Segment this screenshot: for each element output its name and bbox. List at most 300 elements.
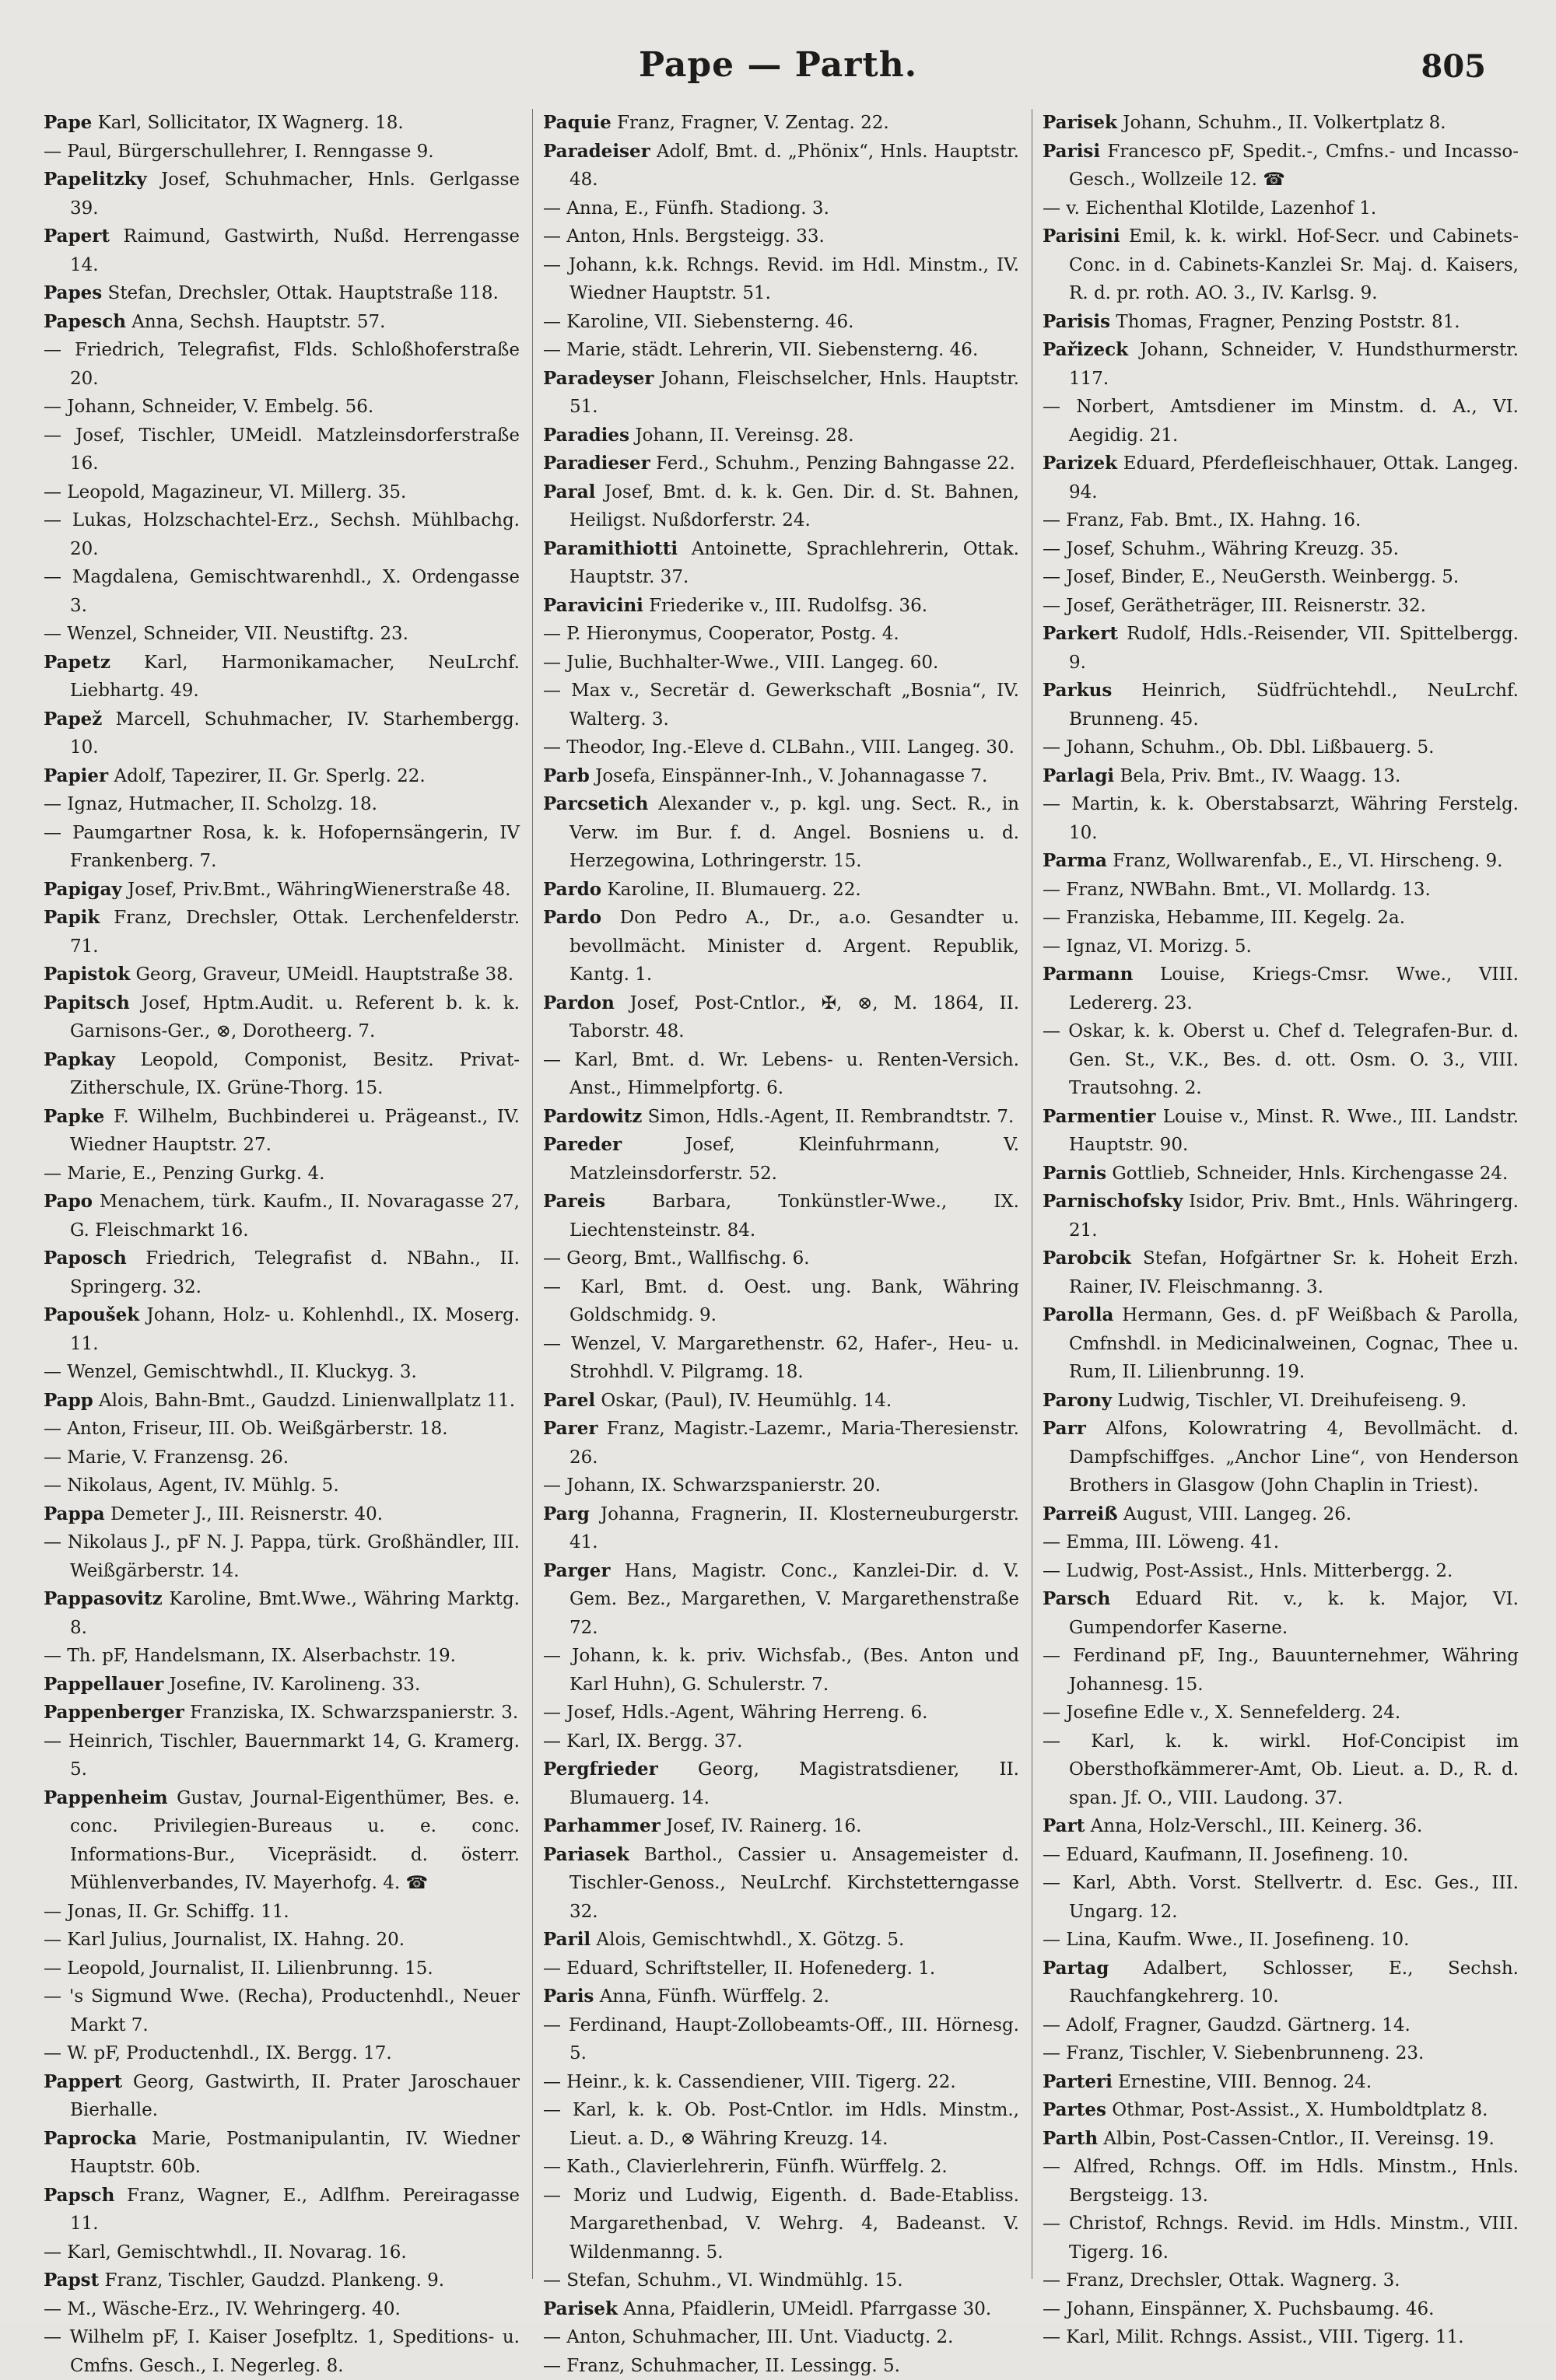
entry-surname: Papkay bbox=[44, 1049, 115, 1070]
directory-entry bbox=[543, 2323, 1019, 2352]
entry-surname: Paradeiser bbox=[543, 141, 650, 162]
directory-entry bbox=[1043, 450, 1519, 506]
directory-entry bbox=[44, 1898, 520, 1927]
entry-surname: Paradies bbox=[543, 425, 629, 446]
entry-surname: Papigay bbox=[44, 879, 122, 900]
entry-details: — Eduard, Schriftsteller, II. Hofenederg. 1. bbox=[543, 1958, 935, 1979]
entry-details: — Kath., Clavierlehrerin, Fünfh. Würffelg. 2. bbox=[543, 2157, 948, 2177]
entry-details: — Paul, Bürgerschullehrer, I. Renngasse 9. bbox=[44, 142, 434, 162]
entry-details: Friederike v., III. Rudolfsg. 36. bbox=[643, 596, 927, 616]
entry-surname: Papert bbox=[44, 226, 110, 247]
entry-details: Ernestine, VIII. Bennog. 24. bbox=[1113, 2072, 1372, 2092]
directory-entry bbox=[1043, 847, 1519, 876]
entry-details: — Wenzel, V. Margarethenstr. 62, Hafer-, Heu- u. Strohhdl. V. Pilgramg. 18. bbox=[543, 1334, 1019, 1383]
directory-entry bbox=[1043, 109, 1519, 138]
entry-details: — Karl Julius, Journalist, IX. Hahng. 20. bbox=[44, 1930, 405, 1950]
entry-details: Alfons, Kolowratring 4, Bevollmächt. d. Dampfschiffges. „Anchor Line“, von Henderson Brothers in Glasgow (John Chaplin in Triest). bbox=[1069, 1419, 1519, 1496]
entry-details: Isidor, Priv. Bmt., Hnls. Währingerg. 21. bbox=[1069, 1192, 1519, 1241]
directory-entry bbox=[543, 620, 1019, 649]
directory-entry bbox=[44, 1727, 520, 1784]
directory-entry bbox=[543, 1415, 1019, 1472]
directory-entry bbox=[1043, 308, 1519, 337]
entry-surname: Papesch bbox=[44, 311, 126, 332]
page-header bbox=[0, 45, 1556, 100]
entry-details: Louise, Kriegs-Cmsr. Wwe., VIII. Ledererg. 23. bbox=[1069, 964, 1519, 1013]
directory-entry bbox=[1043, 563, 1519, 592]
entry-surname: Parizek bbox=[1043, 453, 1117, 474]
directory-entry bbox=[543, 876, 1019, 905]
entry-details: Bela, Priv. Bmt., IV. Waagg. 13. bbox=[1114, 766, 1400, 786]
entry-details: Stefan, Drechsler, Ottak. Hauptstraße 118. bbox=[102, 283, 499, 303]
directory-entry bbox=[543, 222, 1019, 251]
entry-details: — Anton, Hnls. Bergsteigg. 33. bbox=[543, 226, 825, 247]
entry-surname: Parlagi bbox=[1043, 765, 1114, 786]
directory-entry bbox=[44, 1500, 520, 1529]
entry-details: Karoline, II. Blumauerg. 22. bbox=[601, 880, 861, 900]
entry-details: Johann, Schuhm., II. Volkertplatz 8. bbox=[1117, 113, 1446, 133]
entry-surname: Pappellauer bbox=[44, 1674, 163, 1695]
entry-details: Josef, Post-Cntlor., ✠, ⊗, M. 1864, II. Taborstr. 48. bbox=[569, 993, 1019, 1042]
directory-entry bbox=[543, 2011, 1019, 2068]
directory-entry bbox=[44, 506, 520, 563]
directory-entry bbox=[44, 308, 520, 337]
directory-entry bbox=[44, 109, 520, 138]
directory-entry bbox=[543, 677, 1019, 733]
entry-details: Eduard, Pferdefleischhauer, Ottak. Langeg. 94. bbox=[1069, 453, 1519, 502]
directory-entry bbox=[543, 1131, 1019, 1188]
entry-details: Heinrich, Südfrüchtehdl., NeuLrchf. Brunneng. 45. bbox=[1069, 681, 1519, 730]
directory-entry bbox=[44, 1585, 520, 1642]
entry-details: — Marie, E., Penzing Gurkg. 4. bbox=[44, 1164, 324, 1184]
entry-details: F. Wilhelm, Buchbinderei u. Prägeanst., IV. Wiedner Hauptstr. 27. bbox=[70, 1107, 520, 1156]
directory-entry bbox=[1043, 138, 1519, 194]
entry-details: — Jonas, II. Gr. Schiffg. 11. bbox=[44, 1902, 289, 1922]
directory-entry bbox=[1043, 677, 1519, 733]
entry-details: Emil, k. k. wirkl. Hof-Secr. und Cabinets-Conc. in d. Cabinets-Kanzlei Sr. Maj. d. Kaisers, R. d. pr. roth. AO. 3., IV. Karlsg. 9. bbox=[1069, 226, 1519, 303]
entry-surname: Parisek bbox=[543, 2298, 618, 2319]
directory-entry bbox=[44, 222, 520, 279]
directory-entry bbox=[543, 2182, 1019, 2267]
entry-surname: Papp bbox=[44, 1390, 93, 1411]
directory-entry bbox=[543, 336, 1019, 365]
entry-surname: Papier bbox=[44, 765, 108, 786]
entry-surname: Paposch bbox=[44, 1248, 127, 1269]
directory-entry bbox=[543, 904, 1019, 989]
directory-entry bbox=[44, 649, 520, 705]
page-number: 805 bbox=[1421, 48, 1487, 85]
entry-surname: Parolla bbox=[1043, 1304, 1113, 1325]
directory-entry bbox=[1043, 904, 1519, 933]
directory-entry bbox=[543, 1699, 1019, 1727]
entry-details: — Franziska, Hebamme, III. Kegelg. 2a. bbox=[1043, 908, 1405, 928]
directory-entry bbox=[543, 1642, 1019, 1699]
entry-details: Stefan, Hofgärtner Sr. k. Hoheit Erzh. Rainer, IV. Fleischmanng. 3. bbox=[1069, 1248, 1519, 1297]
directory-entry bbox=[1043, 592, 1519, 621]
entry-details: Anna, Fünfh. Würffelg. 2. bbox=[594, 1986, 829, 2007]
directory-entry bbox=[543, 2068, 1019, 2097]
directory-entry bbox=[543, 1841, 1019, 1927]
entry-details: — Emma, III. Löweng. 41. bbox=[1043, 1532, 1279, 1552]
directory-entry bbox=[543, 2295, 1019, 2324]
directory-entry bbox=[1043, 1955, 1519, 2011]
entry-details: — Max v., Secretär d. Gewerkschaft „Bosnia“, IV. Walterg. 3. bbox=[543, 681, 1019, 730]
directory-entry bbox=[44, 166, 520, 222]
entry-surname: Parisini bbox=[1043, 226, 1120, 247]
entry-details: Hermann, Ges. d. pF Weißbach & Parolla, Cmfnshdl. in Medicinalweinen, Cognac, Thee u. Rum, II. Lilienbrunng. 19. bbox=[1069, 1305, 1519, 1382]
entry-details: — Josef, Hdls.-Agent, Währing Herreng. 6. bbox=[543, 1703, 928, 1723]
entry-surname: Paris bbox=[543, 1986, 594, 2007]
entry-details: Georg, Magistratsdiener, II. Blumauerg. 14. bbox=[569, 1759, 1019, 1808]
entry-details: Franziska, IX. Schwarzspanierstr. 3. bbox=[184, 1703, 518, 1723]
directory-entry bbox=[1043, 1727, 1519, 1813]
entry-surname: Pappasovitz bbox=[44, 1588, 163, 1609]
entry-surname: Parcsetich bbox=[543, 793, 648, 814]
directory-entry bbox=[543, 1557, 1019, 1643]
directory-entry bbox=[44, 1955, 520, 1983]
entry-details: Marcell, Schuhmacher, IV. Starhembergg. 10. bbox=[70, 709, 520, 758]
entry-details: — Karl, Bmt. d. Wr. Lebens- u. Renten-Versich. Anst., Himmelpfortg. 6. bbox=[543, 1050, 1019, 1099]
directory-entry bbox=[1043, 1415, 1519, 1500]
directory-entry bbox=[543, 649, 1019, 677]
entry-details: — Ferdinand pF, Ing., Bauunternehmer, Währing Johannesg. 15. bbox=[1043, 1646, 1519, 1695]
directory-entry bbox=[44, 904, 520, 961]
directory-entry bbox=[1043, 1244, 1519, 1301]
directory-entry bbox=[1043, 1103, 1519, 1160]
entry-details: — Oskar, k. k. Oberst u. Chef d. Telegrafen-Bur. d. Gen. St., V.K., Bes. d. ott. Osm. O. 3., VIII. Trautsohng. 2. bbox=[1043, 1021, 1519, 1098]
entry-details: Franz, Tischler, Gaudzd. Plankeng. 9. bbox=[99, 2270, 444, 2291]
column-left bbox=[44, 109, 520, 2287]
directory-entry bbox=[1043, 2210, 1519, 2266]
directory-entry bbox=[543, 2266, 1019, 2295]
entry-details: — Lukas, Holzschachtel-Erz., Sechsh. Mühlbachg. 20. bbox=[44, 510, 520, 559]
entry-surname: Parobcik bbox=[1043, 1248, 1131, 1269]
entry-details: Alois, Gemischtwhdl., X. Götzg. 5. bbox=[591, 1930, 904, 1950]
directory-entry bbox=[1043, 2266, 1519, 2295]
directory-entry bbox=[44, 138, 520, 166]
entry-surname: Part bbox=[1043, 1815, 1085, 1836]
entry-details: — Johann, Einspänner, X. Puchsbaumg. 46. bbox=[1043, 2299, 1434, 2319]
entry-surname: Parger bbox=[543, 1560, 611, 1581]
entry-surname: Parhammer bbox=[543, 1815, 661, 1836]
entry-details: — Karl, Abth. Vorst. Stellvertr. d. Esc. Ges., III. Ungarg. 12. bbox=[1043, 1873, 1519, 1922]
column-divider bbox=[532, 109, 533, 2279]
entry-details: — Johann, k.k. Rchngs. Revid. im Hdl. Minstm., IV. Wiedner Hauptstr. 51. bbox=[543, 255, 1019, 304]
entry-details: Raimund, Gastwirth, Nußd. Herrengasse 14. bbox=[70, 226, 520, 275]
entry-details: Gustav, Journal-Eigenthümer, Bes. e. conc. Privilegien-Bureaus u. e. conc. Informations-Bur., Vicepräsidt. d. österr. Mühlenverbandes, IV. Mayerhofg. 4. ☎ bbox=[70, 1788, 520, 1894]
entry-details: — Theodor, Ing.-Eleve d. CLBahn., VIII. Langeg. 30. bbox=[543, 737, 1015, 758]
entry-details: Don Pedro A., Dr., a.o. Gesandter u. bevollmächt. Minister d. Argent. Republik, Kantg. 1. bbox=[569, 908, 1019, 985]
directory-entry bbox=[44, 819, 520, 876]
directory-entry bbox=[1043, 2125, 1519, 2154]
directory-entry bbox=[1043, 733, 1519, 762]
directory-entry bbox=[1043, 961, 1519, 1017]
directory-entry bbox=[543, 1188, 1019, 1244]
entry-surname: Partag bbox=[1043, 1958, 1109, 1979]
column-middle bbox=[543, 109, 1019, 2287]
entry-details: — Ignaz, Hutmacher, II. Scholzg. 18. bbox=[44, 794, 377, 814]
directory-entry bbox=[1043, 1841, 1519, 1870]
directory-entry bbox=[1043, 1017, 1519, 1103]
entry-details: Karoline, Bmt.Wwe., Währing Marktg. 8. bbox=[70, 1589, 520, 1638]
directory-entry bbox=[1043, 1528, 1519, 1557]
directory-entry bbox=[44, 563, 520, 620]
entry-details: — Franz, Tischler, V. Siebenbrunneng. 23. bbox=[1043, 2043, 1424, 2063]
entry-details: Franz, Drechsler, Ottak. Lerchenfelderstr. 71. bbox=[70, 908, 520, 957]
directory-entry bbox=[44, 1358, 520, 1387]
entry-surname: Parnis bbox=[1043, 1163, 1106, 1184]
directory-entry bbox=[543, 109, 1019, 138]
directory-entry bbox=[44, 393, 520, 422]
directory-entry bbox=[44, 279, 520, 308]
directory-entry bbox=[1043, 1301, 1519, 1387]
directory-entry bbox=[1043, 1387, 1519, 1416]
entry-surname: Parnischofsky bbox=[1043, 1191, 1183, 1212]
directory-entry bbox=[44, 1699, 520, 1727]
entry-details: — Ferdinand, Haupt-Zollobeamts-Off., III. Hörnesg. 5. bbox=[543, 2015, 1019, 2064]
entry-details: Johann, Holz- u. Kohlenhdl., IX. Moserg. 11. bbox=[70, 1305, 520, 1354]
entry-details: Franz, Magistr.-Lazemr., Maria-Theresienstr. 26. bbox=[569, 1419, 1019, 1468]
entry-surname: Papitsch bbox=[44, 992, 130, 1013]
directory-entry bbox=[543, 422, 1019, 450]
directory-entry bbox=[44, 1387, 520, 1416]
entry-details: — Johann, Schuhm., Ob. Dbl. Lißbauerg. 5. bbox=[1043, 737, 1434, 758]
entry-details: Johann, II. Vereinsg. 28. bbox=[629, 425, 854, 446]
directory-entry bbox=[44, 2125, 520, 2182]
entry-details: Simon, Hdls.-Agent, II. Rembrandtstr. 7. bbox=[642, 1107, 1014, 1127]
directory-entry bbox=[543, 535, 1019, 592]
entry-details: Oskar, (Paul), IV. Heumühlg. 14. bbox=[595, 1391, 892, 1411]
directory-entry bbox=[1043, 2153, 1519, 2210]
entry-columns bbox=[44, 109, 1506, 2287]
entry-details: Adolf, Tapezirer, II. Gr. Sperlg. 22. bbox=[108, 766, 426, 786]
entry-details: Ferd., Schuhm., Penzing Bahngasse 22. bbox=[650, 453, 1015, 474]
entry-details: — Karl, Milit. Rchngs. Assist., VIII. Tigerg. 11. bbox=[1043, 2327, 1464, 2347]
directory-entry bbox=[1043, 1642, 1519, 1699]
entry-surname: Parreiß bbox=[1043, 1503, 1118, 1524]
directory-entry bbox=[1043, 1699, 1519, 1727]
entry-details: — Heinrich, Tischler, Bauernmarkt 14, G. Kramerg. 5. bbox=[44, 1731, 520, 1780]
entry-details: — W. pF, Productenhdl., IX. Bergg. 17. bbox=[44, 2043, 392, 2063]
entry-surname: Parg bbox=[543, 1503, 590, 1524]
entry-details: — Paumgartner Rosa, k. k. Hofopernsängerin, IV Frankenberg. 7. bbox=[44, 823, 520, 872]
entry-surname: Paral bbox=[543, 481, 595, 502]
directory-entry bbox=[44, 1642, 520, 1671]
directory-entry bbox=[44, 1444, 520, 1472]
entry-surname: Pařizeck bbox=[1043, 339, 1128, 360]
directory-entry bbox=[44, 705, 520, 762]
entry-surname: Pardo bbox=[543, 907, 601, 928]
entry-surname: Parkert bbox=[1043, 623, 1118, 644]
entry-details: — Ludwig, Post-Assist., Hnls. Mitterbergg. 2. bbox=[1043, 1561, 1453, 1581]
entry-details: — v. Eichenthal Klotilde, Lazenhof 1. bbox=[1043, 198, 1376, 219]
entry-details: Franz, Wagner, E., Adlfhm. Pereiragasse 11. bbox=[70, 2186, 520, 2235]
directory-entry bbox=[543, 1983, 1019, 2011]
entry-details: — Th. pF, Handelsmann, IX. Alserbachstr. 19. bbox=[44, 1646, 456, 1666]
entry-details: — Karl, k. k. Ob. Post-Cntlor. im Hdls. Minstm., Lieut. a. D., ⊗ Währing Kreuzg. 14. bbox=[543, 2100, 1019, 2149]
entry-details: — M., Wäsche-Erz., IV. Wehringerg. 40. bbox=[44, 2299, 401, 2319]
directory-entry bbox=[543, 762, 1019, 791]
entry-surname: Paquie bbox=[543, 112, 612, 133]
entry-details: Josef, Kleinfuhrmann, V. Matzleinsdorferstr. 52. bbox=[569, 1135, 1019, 1184]
entry-surname: Papik bbox=[44, 907, 100, 928]
directory-entry bbox=[44, 876, 520, 905]
entry-surname: Pappenberger bbox=[44, 1702, 184, 1723]
entry-surname: Pareis bbox=[543, 1191, 605, 1212]
directory-entry bbox=[44, 961, 520, 989]
entry-details: Josef, Schuhmacher, Hnls. Gerlgasse 39. bbox=[70, 170, 520, 219]
entry-details: Franz, Wollwarenfab., E., VI. Hirscheng. 9. bbox=[1107, 851, 1503, 871]
directory-entry bbox=[543, 1273, 1019, 1330]
entry-details: — Karoline, VII. Siebensterng. 46. bbox=[543, 312, 853, 332]
directory-entry bbox=[1043, 2323, 1519, 2352]
entry-surname: Papo bbox=[44, 1191, 93, 1212]
entry-details: Barbara, Tonkünstler-Wwe., IX. Liechtensteinstr. 84. bbox=[569, 1192, 1019, 1241]
entry-details: — Josef, Tischler, UMeidl. Matzleinsdorferstraße 16. bbox=[44, 425, 520, 474]
entry-details: — Adolf, Fragner, Gaudzd. Gärtnerg. 14. bbox=[1043, 2015, 1411, 2035]
entry-details: Adolf, Bmt. d. „Phönix“, Hnls. Hauptstr. 48. bbox=[569, 142, 1019, 191]
entry-details: — P. Hieronymus, Cooperator, Postg. 4. bbox=[543, 624, 899, 644]
entry-details: Josef, Hptm.Audit. u. Referent b. k. k. Garnisons-Ger., ⊗, Dorotheerg. 7. bbox=[70, 993, 520, 1042]
entry-surname: Pareder bbox=[543, 1134, 622, 1155]
entry-details: — Julie, Buchhalter-Wwe., VIII. Langeg. 60. bbox=[543, 653, 938, 673]
entry-details: — Wilhelm pF, I. Kaiser Josefpltz. 1, Speditions- u. Cmfns. Gesch., I. Negerleg. 8. bbox=[44, 2327, 520, 2376]
entry-details: — Johann, IX. Schwarzspanierstr. 20. bbox=[543, 1475, 881, 1496]
entry-details: Josef, Priv.Bmt., WähringWienerstraße 48. bbox=[122, 880, 511, 900]
directory-entry bbox=[44, 1926, 520, 1955]
entry-details: — Karl, IX. Bergg. 37. bbox=[543, 1731, 742, 1752]
directory-entry bbox=[1043, 194, 1519, 223]
directory-entry bbox=[44, 1301, 520, 1358]
directory-entry bbox=[44, 1415, 520, 1444]
entry-surname: Parer bbox=[543, 1418, 598, 1439]
entry-details: Josef, IV. Rainerg. 16. bbox=[661, 1816, 862, 1836]
directory-entry bbox=[44, 2182, 520, 2238]
entry-surname: Pappenheim bbox=[44, 1787, 168, 1808]
entry-details: — Stefan, Schuhm., VI. Windmühlg. 15. bbox=[543, 2270, 903, 2291]
entry-surname: Parsch bbox=[1043, 1588, 1110, 1609]
entry-details: — Wenzel, Schneider, VII. Neustiftg. 23. bbox=[44, 624, 408, 644]
entry-surname: Parb bbox=[543, 765, 590, 786]
entry-surname: Papst bbox=[44, 2270, 99, 2291]
directory-entry bbox=[543, 733, 1019, 762]
directory-entry bbox=[543, 1387, 1019, 1416]
entry-surname: Pappa bbox=[44, 1503, 105, 1524]
entry-surname: Paradeyser bbox=[543, 368, 654, 389]
entry-surname: Papke bbox=[44, 1106, 104, 1127]
entry-surname: Paravicini bbox=[543, 595, 643, 616]
entry-details: Antoinette, Sprachlehrerin, Ottak. Hauptstr. 37. bbox=[569, 539, 1019, 588]
entry-surname: Pardowitz bbox=[543, 1106, 642, 1127]
entry-surname: Papistok bbox=[44, 964, 130, 985]
directory-entry bbox=[543, 1330, 1019, 1387]
entry-details: Alois, Bahn-Bmt., Gaudzd. Linienwallplatz 11. bbox=[93, 1391, 515, 1411]
entry-details: Francesco pF, Spedit.-, Cmfns.- und Incasso-Gesch., Wollzeile 12. ☎ bbox=[1069, 142, 1519, 191]
entry-details: — Johann, Schneider, V. Embelg. 56. bbox=[44, 397, 373, 417]
directory-entry bbox=[1043, 1869, 1519, 1926]
entry-details: — Johann, k. k. priv. Wichsfab., (Bes. Anton und Karl Huhn), G. Schulerstr. 7. bbox=[543, 1646, 1019, 1695]
entry-details: — Nikolaus J., pF N. J. Pappa, türk. Großhändler, III. Weißgärberstr. 14. bbox=[44, 1532, 520, 1581]
directory-entry bbox=[1043, 2096, 1519, 2125]
entry-details: Ludwig, Tischler, VI. Dreihufeiseng. 9. bbox=[1112, 1391, 1467, 1411]
directory-entry bbox=[1043, 2011, 1519, 2040]
entry-surname: Papoušek bbox=[44, 1304, 139, 1325]
directory-entry bbox=[543, 1755, 1019, 1812]
directory-entry bbox=[1043, 933, 1519, 961]
directory-entry bbox=[543, 1926, 1019, 1955]
directory-entry bbox=[44, 1188, 520, 1244]
entry-surname: Papsch bbox=[44, 2185, 114, 2206]
directory-entry bbox=[543, 1955, 1019, 1983]
entry-details: Johann, Fleischselcher, Hnls. Hauptstr. 51. bbox=[569, 369, 1019, 418]
entry-surname: Parisis bbox=[1043, 311, 1110, 332]
entry-surname: Parmentier bbox=[1043, 1106, 1156, 1127]
directory-entry bbox=[44, 1528, 520, 1585]
entry-details: — Franz, Schuhmacher, II. Lessingg. 5. bbox=[543, 2356, 900, 2376]
directory-entry bbox=[543, 592, 1019, 621]
directory-entry bbox=[44, 1671, 520, 1699]
directory-entry bbox=[44, 762, 520, 791]
entry-details: — Anton, Friseur, III. Ob. Weißgärberstr. 18. bbox=[44, 1419, 448, 1439]
entry-details: Louise v., Minst. R. Wwe., III. Landstr. Hauptstr. 90. bbox=[1069, 1107, 1519, 1156]
directory-entry bbox=[543, 790, 1019, 876]
entry-details: Eduard Rit. v., k. k. Major, VI. Gumpendorfer Kaserne. bbox=[1069, 1589, 1519, 1638]
entry-surname: Partes bbox=[1043, 2099, 1106, 2120]
entry-surname: Pariasek bbox=[543, 1844, 629, 1865]
directory-entry bbox=[543, 1244, 1019, 1273]
directory-entry bbox=[44, 1244, 520, 1301]
directory-entry bbox=[543, 1046, 1019, 1103]
entry-surname: Parmann bbox=[1043, 964, 1133, 985]
entry-details: Karl, Harmonikamacher, NeuLrchf. Liebhartg. 49. bbox=[70, 653, 520, 702]
entry-details: Leopold, Componist, Besitz. Privat-Zitherschule, IX. Grüne-Thorg. 15. bbox=[70, 1050, 520, 1099]
entry-details: August, VIII. Langeg. 26. bbox=[1118, 1504, 1351, 1524]
entry-surname: Parteri bbox=[1043, 2071, 1113, 2092]
entry-details: — Karl, Gemischtwhdl., II. Novarag. 16. bbox=[44, 2242, 407, 2263]
entry-details: — Josef, Gerätheträger, III. Reisnerstr. 32. bbox=[1043, 596, 1426, 616]
directory-entry bbox=[543, 2096, 1019, 2153]
entry-surname: Papes bbox=[44, 282, 102, 303]
directory-entry bbox=[44, 1103, 520, 1160]
entry-details: — Marie, städt. Lehrerin, VII. Siebensterng. 46. bbox=[543, 340, 978, 360]
directory-entry bbox=[543, 1812, 1019, 1841]
directory-entry bbox=[1043, 1812, 1519, 1841]
entry-details: Anna, Pfaidlerin, UMeidl. Pfarrgasse 30. bbox=[618, 2299, 991, 2319]
entry-details: Barthol., Cassier u. Ansagemeister d. Tischler-Genoss., NeuLrchf. Kirchstetterngasse 32. bbox=[569, 1845, 1019, 1922]
entry-details: Josefine, IV. Karolineng. 33. bbox=[163, 1675, 420, 1695]
entry-details: Gottlieb, Schneider, Hnls. Kirchengasse 24. bbox=[1106, 1164, 1508, 1184]
entry-details: — Magdalena, Gemischtwarenhdl., X. Ordengasse 3. bbox=[44, 567, 520, 616]
directory-entry bbox=[44, 1983, 520, 2039]
entry-details: — Christof, Rchngs. Revid. im Hdls. Minstm., VIII. Tigerg. 16. bbox=[1043, 2214, 1519, 2263]
directory-entry bbox=[44, 1046, 520, 1103]
entry-surname: Pape bbox=[44, 112, 92, 133]
entry-details: — Leopold, Journalist, II. Lilienbrunng. 15. bbox=[44, 1958, 433, 1979]
directory-entry bbox=[543, 365, 1019, 422]
entry-details: Anna, Sechsh. Hauptstr. 57. bbox=[126, 312, 385, 332]
entry-details: Anna, Holz-Verschl., III. Keinerg. 36. bbox=[1085, 1816, 1422, 1836]
entry-surname: Parony bbox=[1043, 1390, 1112, 1411]
entry-surname: Parisek bbox=[1043, 112, 1117, 133]
directory-entry bbox=[1043, 2039, 1519, 2068]
entry-details: Alexander v., p. kgl. ung. Sect. R., in Verw. im Bur. f. d. Angel. Bosniens u. d. Herzegowina, Lothringerstr. 15. bbox=[569, 794, 1019, 871]
directory-entry bbox=[543, 194, 1019, 223]
entry-details: Josef, Bmt. d. k. k. Gen. Dir. d. St. Bahnen, Heiligst. Nußdorferstr. 24. bbox=[569, 482, 1019, 531]
entry-details: — Josefine Edle v., X. Sennefelderg. 24. bbox=[1043, 1703, 1400, 1723]
directory-entry bbox=[44, 2039, 520, 2068]
entry-details: Johanna, Fragnerin, II. Klosterneuburgerstr. 41. bbox=[569, 1504, 1019, 1553]
entry-details: Menachem, türk. Kaufm., II. Novaragasse 27, G. Fleischmarkt 16. bbox=[70, 1192, 520, 1241]
directory-entry bbox=[44, 790, 520, 819]
